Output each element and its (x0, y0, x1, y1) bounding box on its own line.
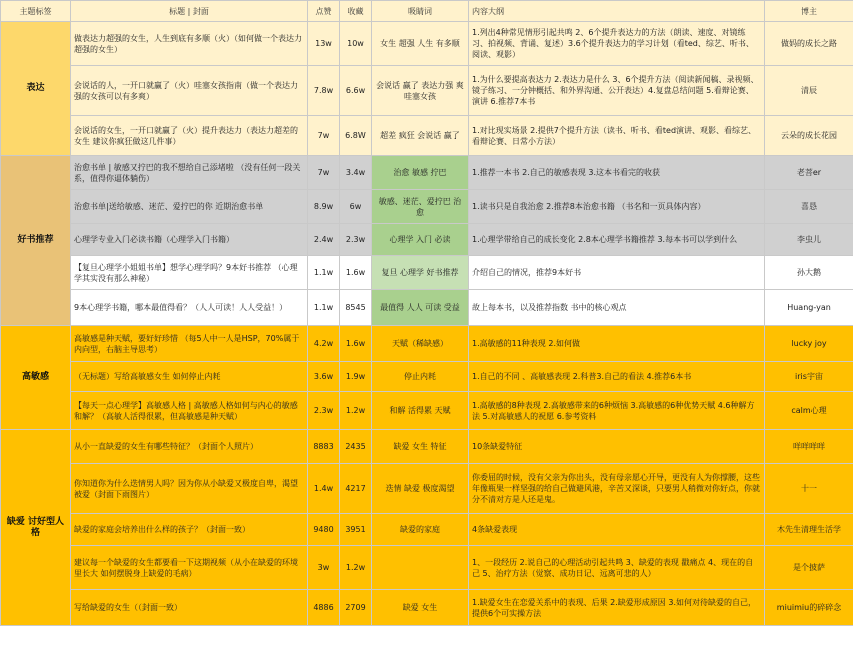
blogger-cell: 喜恳 (765, 190, 853, 224)
saves-cell: 6.8W (340, 116, 372, 156)
hook-words-cell (372, 546, 469, 590)
hook-words-cell: 和解 活得累 天赋 (372, 392, 469, 430)
outline-cell: 1.对比现实场景 2.提供7个提升方法（读书、听书、看ted演讲、观影、看综艺、看辩论赛、日常小方法） (469, 116, 765, 156)
outline-cell: 故上每本书，以及推荐指数 书中的核心观点 (469, 290, 765, 326)
blogger-cell: iris宇宙 (765, 362, 853, 392)
likes-cell: 9480 (308, 514, 340, 546)
hook-words-cell: 天赋（稀缺感） (372, 326, 469, 362)
title-cell: 建议每一个缺爱的女生都要看一下这期视频（从小在缺爱的环境里长大 如何摆脱身上缺爱的毛病） (71, 546, 308, 590)
table-row (1, 156, 853, 190)
saves-cell: 1.6w (340, 326, 372, 362)
likes-cell: 7.8w (308, 66, 340, 116)
category-cell: 好书推荐 (1, 156, 71, 326)
likes-cell: 3w (308, 546, 340, 590)
hook-words-cell: 最值得 人人 可读 受益 (372, 290, 469, 326)
title-cell: 做表达力超强的女生，人生到底有多顺（火）（如何做一个表达力超强的女生） (71, 22, 308, 66)
likes-cell: 2.4w (308, 224, 340, 256)
hook-words-cell: 停止内耗 (372, 362, 469, 392)
title-cell: 会说话的人，一开口就赢了（火）哇塞女孩指南（做一个表达力强的女孩可以有多爽） (71, 66, 308, 116)
saves-cell: 1.9w (340, 362, 372, 392)
hook-words-cell: 缺爱的家庭 (372, 514, 469, 546)
outline-cell: 1.为什么要提高表达力 2.表达力是什么 3、6个提升方法（阅读新闻稿、录视频、镜子练习、一分钟概括、和外界沟通、公开表达）4.复盘总结问题 5.看辩论赛、演讲 6.推荐7本书 (469, 66, 765, 116)
title-cell: 你知道你为什么迭情男人吗？因为你从小缺爱又极度自卑，渴望被爱（封面下雨图片） (71, 464, 308, 514)
header-cell: 吸睛词 (372, 1, 469, 22)
hook-words-cell: 会说话 赢了 表达力强 爽 哇塞女孩 (372, 66, 469, 116)
outline-cell: 1.高敏感的8种表现 2.高敏感带来的6种烦恼 3.高敏感的6种优势天赋 4.6种解方法 5.对高敏感人的祝愿 6.参考资料 (469, 392, 765, 430)
title-cell: 会说话的女生，一开口就赢了（火）提升表达力（表达力超差的女生 建议你疯狂做这几件事） (71, 116, 308, 156)
header-cell: 博主 (765, 1, 853, 22)
table-row (1, 256, 853, 290)
saves-cell: 2435 (340, 430, 372, 464)
hook-words-cell: 缺爱 女生 特征 (372, 430, 469, 464)
title-cell: 高敏感是种天赋，要好好珍惜 （每5人中一人是HSP，70%属于内向型，右脑主导思考） (71, 326, 308, 362)
likes-cell: 4886 (308, 590, 340, 626)
blogger-cell: 是个披萨 (765, 546, 853, 590)
saves-cell: 2709 (340, 590, 372, 626)
table-row (1, 22, 853, 66)
title-cell: 从小一直缺爱的女生有哪些特征？（封面个人照片） (71, 430, 308, 464)
blogger-cell: miuimiu的碎碎念 (765, 590, 853, 626)
likes-cell: 7w (308, 116, 340, 156)
category-cell: 缺爱 讨好型人格 (1, 430, 71, 626)
blogger-cell: Huang-yan (765, 290, 853, 326)
table-row (1, 362, 853, 392)
saves-cell: 6.6w (340, 66, 372, 116)
category-cell: 表达 (1, 22, 71, 156)
header-cell: 收藏 (340, 1, 372, 22)
title-cell: 治愈书单 | 敏感又拧巴的我不想给自己添堵啦 （没有任何一段关系，值得你逼体躺伤） (71, 156, 308, 190)
hook-words-cell: 治愈 敏感 拧巴 (372, 156, 469, 190)
title-cell: 【复旦心理学小姐姐书单】想学心理学吗？9本好书推荐 （心理学其实没有那么神秘） (71, 256, 308, 290)
likes-cell: 2.3w (308, 392, 340, 430)
likes-cell: 7w (308, 156, 340, 190)
likes-cell: 1.4w (308, 464, 340, 514)
outline-cell: 介绍自己的情况，推荐9本好书 (469, 256, 765, 290)
blogger-cell: 云朵的成长花园 (765, 116, 853, 156)
outline-cell: 10条缺爱特征 (469, 430, 765, 464)
saves-cell: 2.3w (340, 224, 372, 256)
saves-cell: 4217 (340, 464, 372, 514)
header-cell: 标题 | 封面 (71, 1, 308, 22)
header-cell: 点赞 (308, 1, 340, 22)
likes-cell: 3.6w (308, 362, 340, 392)
blogger-cell: 木先生清理生活学 (765, 514, 853, 546)
title-cell: 写给缺爱的女生（（封面一致） (71, 590, 308, 626)
likes-cell: 8883 (308, 430, 340, 464)
hook-words-cell: 迭情 缺爱 极度渴望 (372, 464, 469, 514)
saves-cell: 1.6w (340, 256, 372, 290)
blogger-cell: 咩咩咩咩 (765, 430, 853, 464)
title-cell: 9本心理学书籍，哪本最值得看？（人人可读！人人受益！） (71, 290, 308, 326)
hook-words-cell: 超差 疯狂 会说话 赢了 (372, 116, 469, 156)
blogger-cell: calm心理 (765, 392, 853, 430)
blogger-cell: 孙大鹅 (765, 256, 853, 290)
hook-words-cell: 复旦 心理学 好书推荐 (372, 256, 469, 290)
saves-cell: 10w (340, 22, 372, 66)
table-row (1, 116, 853, 156)
title-cell: 心理学专业入门必读书籍（心理学入门书籍） (71, 224, 308, 256)
saves-cell: 1.2w (340, 546, 372, 590)
header-row (1, 1, 853, 22)
table-row (1, 430, 853, 464)
outline-cell: 1.缺爱女生在恋爱关系中的表现、后果 2.缺爱形成原因 3.如何对待缺爱的自己，提供6个可实操方法 (469, 590, 765, 626)
title-cell: 缺爱的家庭会培养出什么样的孩子？（封面一致） (71, 514, 308, 546)
table-row (1, 464, 853, 514)
saves-cell: 3.4w (340, 156, 372, 190)
likes-cell: 1.1w (308, 256, 340, 290)
header-cell: 内容大纲 (469, 1, 765, 22)
table-row (1, 514, 853, 546)
hook-words-cell: 心理学 入门 必读 (372, 224, 469, 256)
table-row (1, 290, 853, 326)
outline-cell: 4条缺爱表现 (469, 514, 765, 546)
table-row (1, 590, 853, 626)
title-cell: 【每天一点心理学】高敏感人格 | 高敏感人格如何与内心的敏感和解？（高敏人活得很累，但高敏感是种天赋） (71, 392, 308, 430)
category-cell: 高敏感 (1, 326, 71, 430)
outline-cell: 1.自己的不同 、高敏感表现 2.科普3.自己的看法 4.推荐6本书 (469, 362, 765, 392)
table-row (1, 392, 853, 430)
outline-cell: 你委屈的时候，没有父亲为你出头，没有母亲愿心开导，更没有人为你撑腰，这些年像瓶果一样坚强的给自己做避风港，辛苦又深谈，只要男人稍微对你好点，你就分不清对方是人还是鬼。 (469, 464, 765, 514)
likes-cell: 4.2w (308, 326, 340, 362)
likes-cell: 1.1w (308, 290, 340, 326)
saves-cell: 6w (340, 190, 372, 224)
blogger-cell: 做妈的成长之路 (765, 22, 853, 66)
table-row (1, 546, 853, 590)
likes-cell: 13w (308, 22, 340, 66)
title-cell: 治愈书单|送给敏感、迷茫、爱拧巴的你 近期治愈书单 (71, 190, 308, 224)
title-cell: （无标题）写给高敏感女生 如何停止内耗 (71, 362, 308, 392)
blogger-cell: 老菩er (765, 156, 853, 190)
outline-cell: 1.推荐一本书 2.自己的敏感表现 3.这本书看完的收获 (469, 156, 765, 190)
blogger-cell: 十一 (765, 464, 853, 514)
blogger-cell: lucky joy (765, 326, 853, 362)
saves-cell: 1.2w (340, 392, 372, 430)
hook-words-cell: 敏感、迷茫、爱拧巴 治愈 (372, 190, 469, 224)
likes-cell: 8.9w (308, 190, 340, 224)
outline-cell: 1.心理学带给自己的成长变化 2.8本心理学书籍推荐 3.每本书可以学到什么 (469, 224, 765, 256)
hook-words-cell: 缺爱 女生 (372, 590, 469, 626)
header-cell: 主题标签 (1, 1, 71, 22)
table-row (1, 326, 853, 362)
saves-cell: 8545 (340, 290, 372, 326)
outline-cell: 1.列出4种常见情形引起共鸣 2、6个提升表达力的方法（朗读、速度、对镜练习、拍视频、背诵、复述）3.6个提升表达力的学习计划（看ted、综艺、听书、阅读、观影） (469, 22, 765, 66)
outline-cell: 1.读书只是自我治愈 2.推荐8本治愈书籍 （书名和一页具体内容） (469, 190, 765, 224)
table-row (1, 190, 853, 224)
table-row (1, 224, 853, 256)
outline-cell: 1、一段经历 2.说自己的心理活动引起共鸣 3、缺爱的表现 戳痛点 4、现在的自己 5、治疗方法（觉察、成功日记、远离可悲的人） (469, 546, 765, 590)
blogger-cell: 清辰 (765, 66, 853, 116)
outline-cell: 1.高敏感的11种表现 2.如何做 (469, 326, 765, 362)
table-row (1, 66, 853, 116)
saves-cell: 3951 (340, 514, 372, 546)
hook-words-cell: 女生 超强 人生 有多顺 (372, 22, 469, 66)
blogger-cell: 李虫儿 (765, 224, 853, 256)
